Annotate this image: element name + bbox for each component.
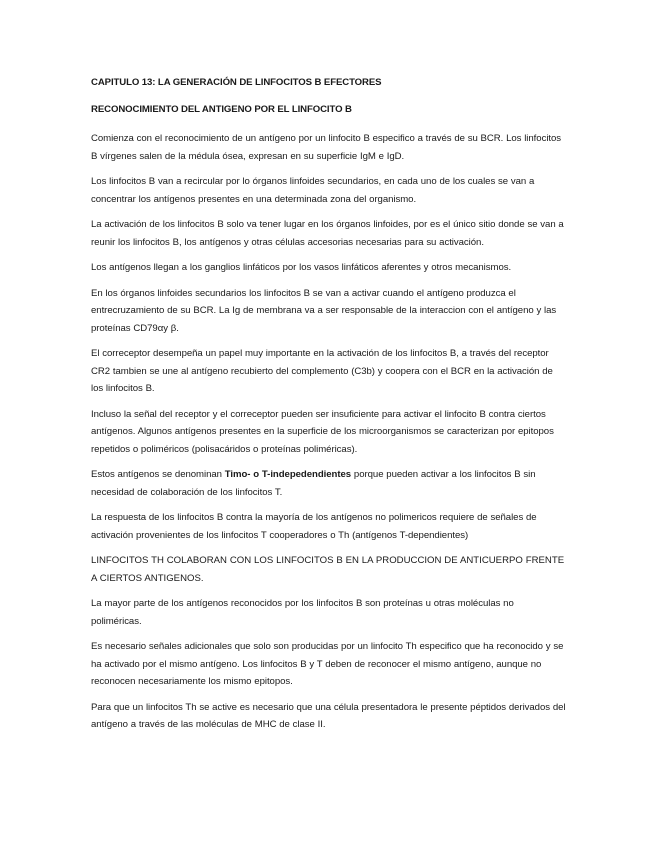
text-run: Estos antígenos se denominan	[91, 469, 225, 480]
paragraph: La activación de los linfocitos B solo va tener lugar en los órganos linfoides, por es el único sitio donde se van a reunir los linfocitos B, los antígenos y otras células accesorias necesarias para su activación.	[91, 219, 564, 248]
paragraph: Los linfocitos B van a recircular por lo órganos linfoides secundarios, en cada uno de los cuales se van a concentrar los antígenos presentes en una determinada zona del organismo.	[91, 176, 535, 205]
paragraph: Para que un linfocitos Th se active es necesario que una célula presentadora le presente péptidos derivados del antígeno a través de las moléculas de MHC de clase II.	[91, 701, 566, 730]
paragraph: Es necesario señales adicionales que solo son producidas por un linfocito Th especifico que ha reconocido y se ha activado por el mismo antígeno. Los linfocitos B y T deben de reconocer el mismo antígeno, aunque no reconocen necesariamente los mismo epitopos.	[91, 641, 564, 687]
bold-term: Timo- o T-indepedendientes	[224, 469, 352, 480]
paragraph: En los órganos linfoides secundarios los linfocitos B se van a activar cuando el antígeno produzca el entrecruzamiento de su BCR. La Ig de membrana va a ser responsable de la interaccion con el antígeno y las proteínas CD79αy β.	[91, 287, 557, 334]
paragraph: Incluso la señal del receptor y el correceptor pueden ser insuficiente para activar el linfocito B contra ciertos antígenos. Algunos antígenos presentes en la superficie de los microorganismos se caracterizan por epitopos repetidos o poliméricos (polisacáridos o proteínas poliméricas).	[91, 408, 554, 455]
paragraph: La respuesta de los linfocitos B contra la mayoría de los antígenos no polimericos requiere de señales de activación provenientes de los linfocitos T cooperadores o Th (antígenos T-dependientes)	[91, 512, 537, 541]
chapter-title: CAPITULO 13: LA GENERACIÓN DE LINFOCITOS B EFECTORES	[91, 77, 382, 88]
paragraph: La mayor parte de los antígenos reconocidos por los linfocitos B son proteínas u otras moléculas no poliméricas.	[91, 598, 514, 627]
paragraph: El correceptor desempeña un papel muy importante en la activación de los linfocitos B, a través del receptor CR2 tambien se une al antígeno recubierto del complemento (C3b) y coopera con el BCR en la activación de los linfocitos B.	[91, 348, 553, 394]
subheading-paragraph: LINFOCITOS TH COLABORAN CON LOS LINFOCITOS B EN LA PRODUCCION DE ANTICUERPO FRENTE A CIERTOS ANTIGENOS.	[91, 555, 565, 584]
paragraph: Los antígenos llegan a los ganglios linfáticos por los vasos linfáticos aferentes y otros mecanismos.	[91, 262, 512, 273]
paragraph: Comienza con el reconocimiento de un antígeno por un linfocito B especifico a través de su BCR. Los linfocitos B vírgenes salen de la médula ósea, expresan en su superficie IgM e IgD.	[91, 133, 562, 162]
paragraph-t-independent	[91, 466, 567, 501]
text-run: porque pueden activar a los linfocitos B sin necesidad de colaboración de los linfocitos T.	[91, 469, 536, 498]
document-body	[91, 76, 567, 742]
section-title: RECONOCIMIENTO DEL ANTIGENO POR EL LINFOCITO B	[91, 104, 352, 115]
